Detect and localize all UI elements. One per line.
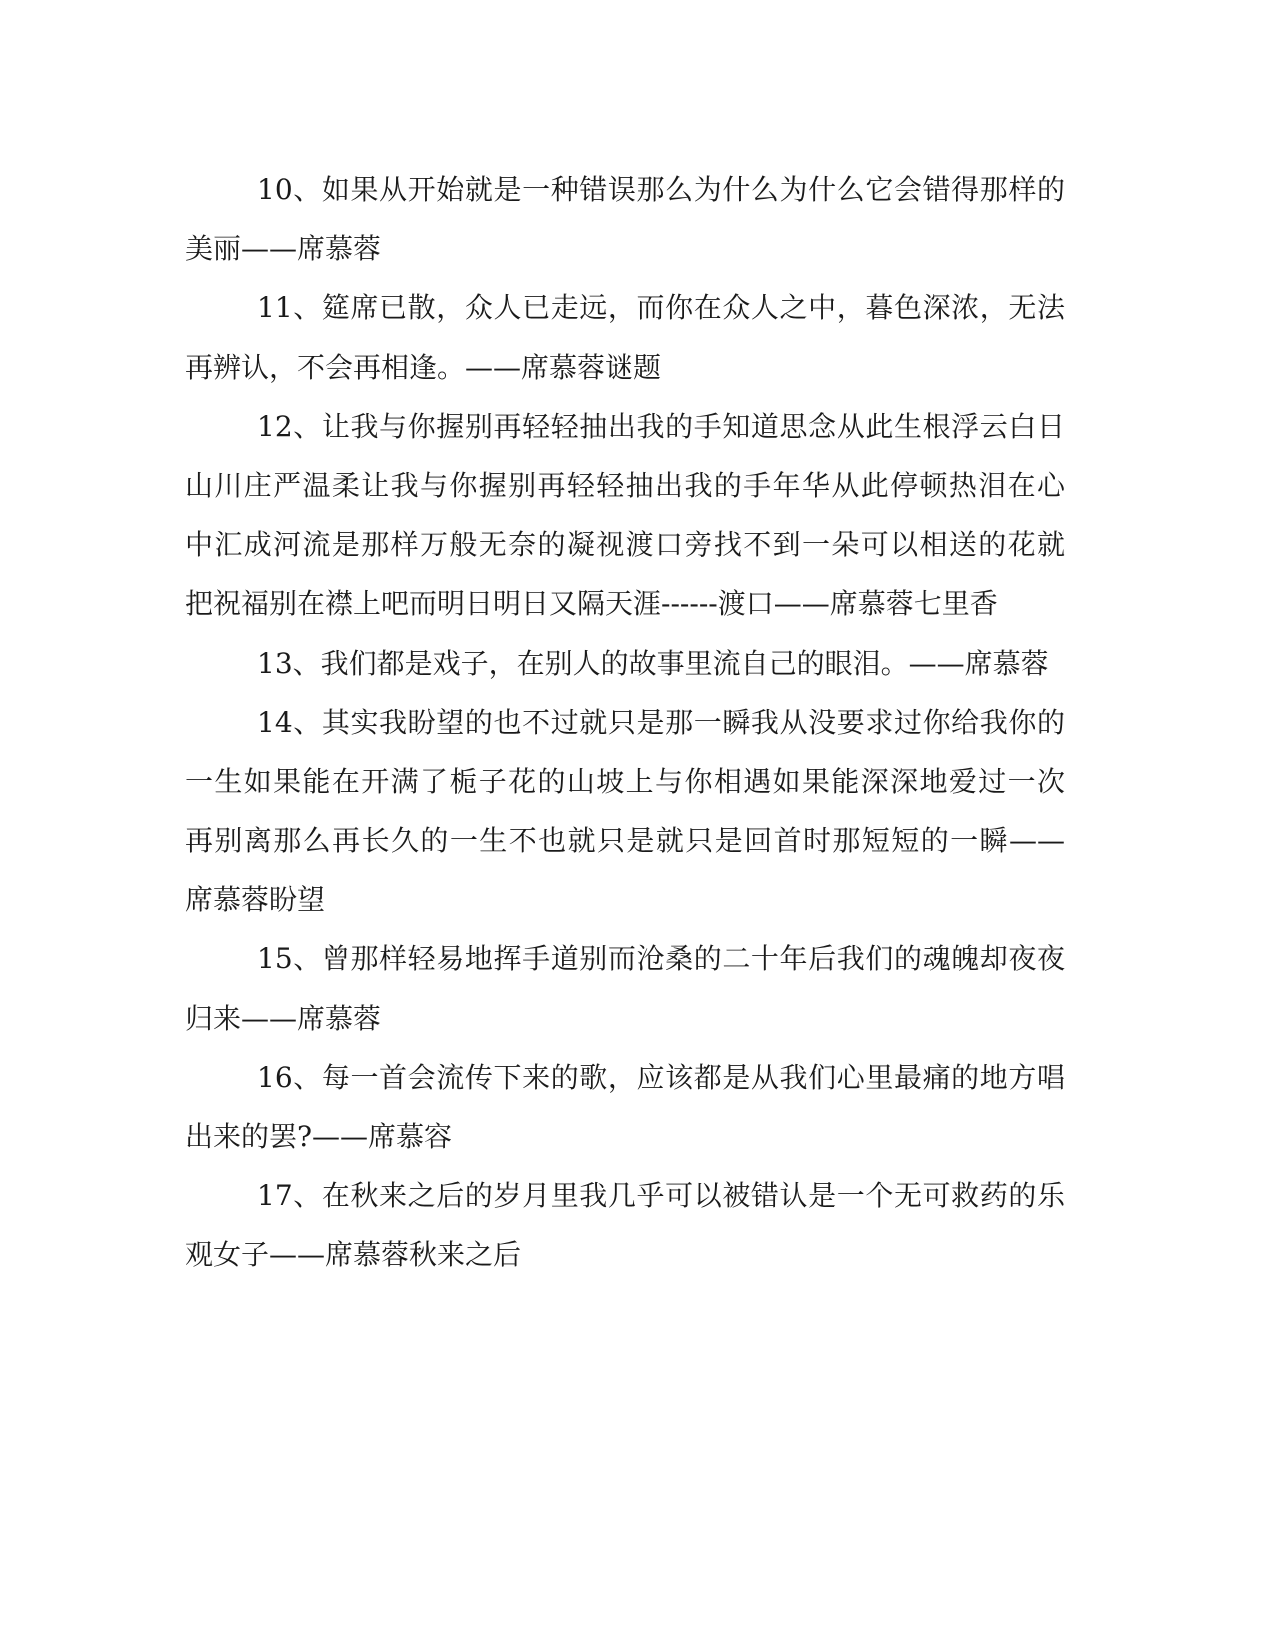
paragraph-12	[185, 397, 1065, 634]
text-line: 14、其实我盼望的也不过就只是那一瞬我从没要求过你给我你的	[257, 705, 1065, 739]
paragraph-15	[185, 929, 1065, 1047]
text-line: 美丽——席慕蓉	[185, 232, 382, 266]
text-line: 山川庄严温柔让我与你握别再轻轻抽出我的手年华从此停顿热泪在心	[185, 468, 1065, 502]
text-line: 11、筵席已散，众人已走远，而你在众人之中，暮色深浓，无法	[257, 291, 1065, 325]
text-line: 12、让我与你握别再轻轻抽出我的手知道思念从此生根浮云白日	[257, 409, 1065, 443]
text-line: 观女子——席慕蓉秋来之后	[185, 1238, 522, 1272]
text-line: 17、在秋来之后的岁月里我几乎可以被错认是一个无可救药的乐	[257, 1179, 1065, 1213]
paragraph-16	[185, 1048, 1065, 1166]
text-line: 13、我们都是戏子，在别人的故事里流自己的眼泪。——席慕蓉	[257, 646, 1049, 680]
text-line: 再别离那么再长久的一生不也就只是就只是回首时那短短的一瞬——	[185, 824, 1065, 858]
paragraph-14	[185, 693, 1065, 930]
document-body	[185, 160, 1065, 1285]
paragraph-13	[185, 634, 1065, 693]
paragraph-10	[185, 160, 1065, 278]
text-line: 10、如果从开始就是一种错误那么为什么为什么它会错得那样的	[257, 173, 1065, 206]
text-line: 16、每一首会流传下来的歌，应该都是从我们心里最痛的地方唱	[257, 1060, 1065, 1094]
text-line: 一生如果能在开满了栀子花的山坡上与你相遇如果能深深地爱过一次	[185, 764, 1065, 798]
paragraph-17	[185, 1166, 1065, 1284]
paragraph-11	[185, 278, 1065, 396]
text-line: 把祝福别在襟上吧而明日明日又隔天涯------渡口——席慕蓉七里香	[185, 587, 998, 621]
text-line: 再辨认，不会再相逢。——席慕蓉谜题	[185, 350, 662, 384]
text-line: 中汇成河流是那样万般无奈的凝视渡口旁找不到一朵可以相送的花就	[185, 528, 1065, 562]
text-line: 出来的罢?——席慕容	[185, 1120, 453, 1153]
text-line: 归来——席慕蓉	[185, 1001, 382, 1035]
text-line: 席慕蓉盼望	[185, 883, 326, 917]
text-line: 15、曾那样轻易地挥手道别而沧桑的二十年后我们的魂魄却夜夜	[257, 942, 1065, 976]
